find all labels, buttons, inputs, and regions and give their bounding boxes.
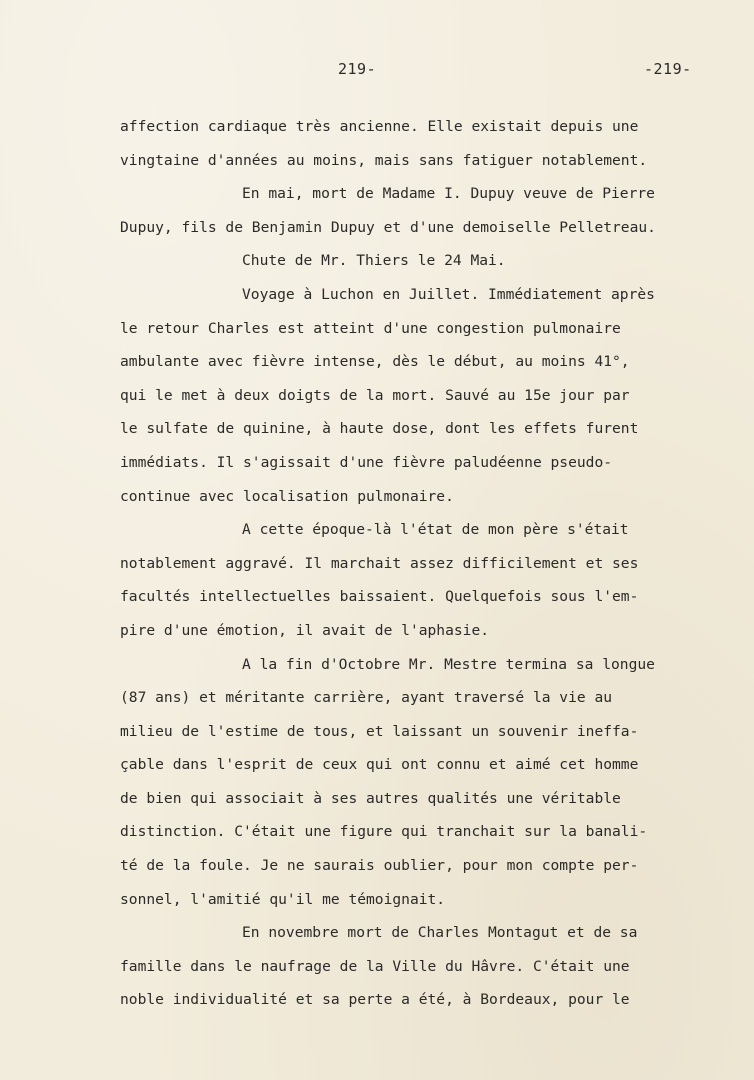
text-line: facultés intellectuelles baissaient. Quelquefois sous l'em- xyxy=(120,588,639,606)
body-text xyxy=(120,110,732,1017)
text-line: vingtaine d'années au moins, mais sans fatiguer notablement. xyxy=(120,151,648,169)
text-line: continue avec localisation pulmonaire. xyxy=(120,487,454,505)
text-line: En mai, mort de Madame I. Dupuy veuve de Pierre xyxy=(242,185,655,203)
text-line: noble individualité et sa perte a été, à Bordeaux, pour le xyxy=(120,991,630,1009)
text-line: té de la foule. Je ne saurais oublier, pour mon compte per- xyxy=(120,857,639,875)
text-line: sonnel, l'amitié qu'il me témoignait. xyxy=(120,890,446,908)
text-line: En novembre mort de Charles Montagut et de sa xyxy=(242,924,638,942)
text-line: Voyage à Luchon en Juillet. Immédiatement après xyxy=(242,285,655,303)
page-number-left: 219- xyxy=(338,60,377,78)
text-line: de bien qui associait à ses autres qualités une véritable xyxy=(120,789,621,807)
text-line: le retour Charles est atteint d'une congestion pulmonaire xyxy=(120,319,621,337)
text-line: immédiats. Il s'agissait d'une fièvre paludéenne pseudo- xyxy=(120,453,613,471)
text-line: distinction. C'était une figure qui tranchait sur la banali- xyxy=(120,823,648,841)
text-line: pire d'une émotion, il avait de l'aphasie. xyxy=(120,621,490,639)
text-line: A la fin d'Octobre Mr. Mestre termina sa longue xyxy=(242,655,655,673)
text-line: le sulfate de quinine, à haute dose, dont les effets furent xyxy=(120,420,639,438)
text-line: (87 ans) et méritante carrière, ayant traversé la vie au xyxy=(120,689,613,707)
text-line: qui le met à deux doigts de la mort. Sauvé au 15e jour par xyxy=(120,386,630,404)
text-line: Chute de Mr. Thiers le 24 Mai. xyxy=(242,252,506,270)
text-line: famille dans le naufrage de la Ville du Hâvre. C'était une xyxy=(120,957,630,975)
text-line: A cette époque-là l'état de mon père s'était xyxy=(242,521,629,539)
text-line: ambulante avec fièvre intense, dès le début, au moins 41°, xyxy=(120,353,630,371)
text-line: milieu de l'estime de tous, et laissant un souvenir ineffa- xyxy=(120,722,639,740)
page-number-right: -219- xyxy=(644,60,692,78)
text-line: notablement aggravé. Il marchait assez difficilement et ses xyxy=(120,554,639,572)
text-line: çable dans l'esprit de ceux qui ont connu et aimé cet homme xyxy=(120,756,639,774)
text-line: affection cardiaque très ancienne. Elle existait depuis une xyxy=(120,118,639,135)
text-line: Dupuy, fils de Benjamin Dupuy et d'une demoiselle Pelletreau. xyxy=(120,218,656,236)
